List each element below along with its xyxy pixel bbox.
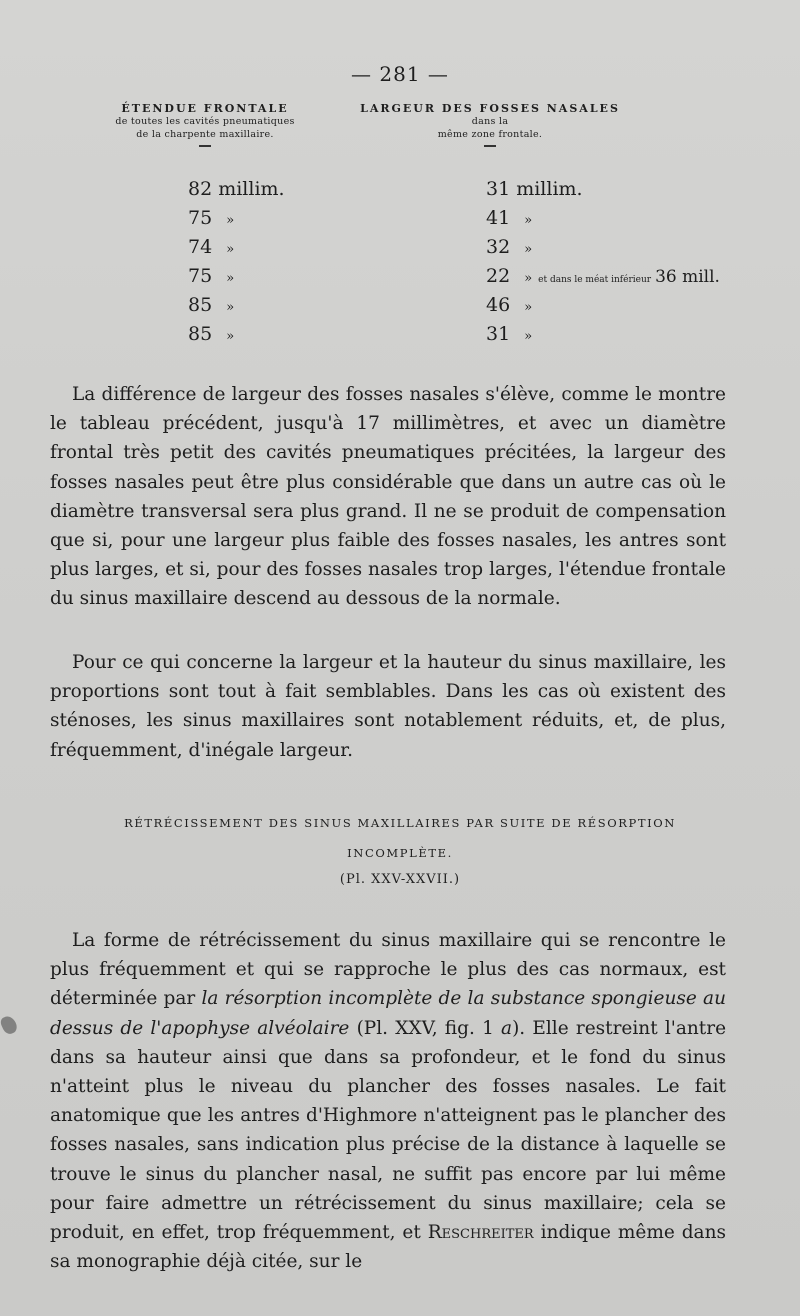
nasal-width-cell: 41 »: [486, 207, 533, 229]
right-header-line2: même zone frontale.: [437, 128, 543, 140]
table-row: [0, 294, 800, 323]
frontal-extent-cell: 82 millim.: [188, 178, 285, 200]
italic-emphasis: la résorption incomplète de la substance spongieuse au dessus de l'apophyse alvéolaire: [50, 988, 727, 1039]
frontal-extent-cell: 75 »: [188, 265, 235, 287]
nasal-width-cell: 46 »: [486, 294, 533, 316]
right-header-title: LARGEUR DES FOSSES NASALES: [360, 102, 620, 115]
measurement-table: [0, 178, 800, 352]
left-header-title: ÉTENDUE FRONTALE: [121, 102, 289, 115]
nasal-width-cell: 31 »: [486, 323, 533, 345]
right-header-line1: dans la: [471, 116, 509, 128]
section-heading-line2: INCOMPLÈTE.: [347, 846, 453, 860]
table-note-value: 36 mill.: [655, 267, 720, 287]
left-header-line2: de la charpente maxillaire.: [136, 128, 274, 140]
table-row: [0, 236, 800, 265]
header-dash: [484, 145, 496, 147]
table-row: [0, 323, 800, 352]
table-row: [0, 207, 800, 236]
nasal-width-cell: 22 » et dans le méat inférieur 36 mill.: [486, 265, 720, 287]
left-column-header: [70, 102, 340, 147]
paragraph-height-proportions: Pour ce qui concerne la largeur et la hauteur du sinus maxillaire, les proportions sont tout à fait semblables. Dans les cas où existent des sténoses, les sinus maxillaires sont notablement réduits, et, de plus, fréquemment, d'inégale largeur.: [50, 652, 726, 761]
frontal-extent-cell: 74 »: [188, 236, 235, 258]
table-note: et dans le méat inférieur: [538, 275, 652, 285]
table-row: [0, 265, 800, 294]
table-row: [0, 178, 800, 207]
frontal-extent-cell: 75 »: [188, 207, 235, 229]
ink-smudge: [0, 1014, 19, 1036]
frontal-extent-cell: 85 »: [188, 294, 235, 316]
section-heading: [60, 808, 740, 868]
author-name: Reschreiter: [427, 1222, 534, 1244]
header-dash: [199, 145, 211, 147]
plate-reference: (Pl. XXV-XXVII.): [339, 872, 461, 887]
nasal-width-cell: 32 »: [486, 236, 533, 258]
paragraph-width-difference: La différence de largeur des fosses nasales s'élève, comme le montre le tableau précédent, jusqu'à 17 millimètres, et avec un diamètre frontal très petit des cavités pneumatiques précitées, la largeur des fosses nasales peut être plus considérable que dans un autre cas où le diamètre transversal sera plus grand. Il ne se produit de compensation que si, pour une largeur plus faible des fosses nasales, les antres sont plus larges, et si, pour des fosses nasales trop larges, l'étendue frontale du sinus maxillaire descend au dessous de la normale.: [50, 384, 726, 610]
nasal-width-cell: 31 millim.: [486, 178, 583, 200]
paragraph-incomplete-resorption: La forme de rétrécissement du sinus maxillaire qui se rencontre le plus fréquemment et qui se rapproche le plus des cas normaux, est déterminée par la résorption incomplète de la substance spongieuse au dessus de l'apophyse alvéolaire (Pl. XXV, fig. 1 a). Elle restreint l'antre dans sa hauteur ainsi que dans sa profondeur, et le fond du sinus n'atteint plus le niveau du plancher des fosses nasales. Le fait anatomique que les antres d'Highmore n'atteignent pas le plancher des fosses nasales, sans indication plus précise de la distance à laquelle se trouve le sinus du plancher nasal, ne suffit pas encore par lui même pour faire admettre un rétrécissement du sinus maxillaire; cela se produit, en effet, trop fréquemment, et Reschreiter indique même dans sa monographie déjà citée, sur le: [50, 930, 727, 1273]
frontal-extent-cell: 85 »: [188, 323, 235, 345]
page-number: — 281 —: [351, 62, 449, 86]
right-column-header: [355, 102, 625, 147]
left-header-line1: de toutes les cavités pneumatiques: [115, 116, 295, 128]
section-heading-line1: RÉTRÉCISSEMENT DES SINUS MAXILLAIRES PAR SUITE DE RÉSORPTION: [124, 816, 676, 830]
